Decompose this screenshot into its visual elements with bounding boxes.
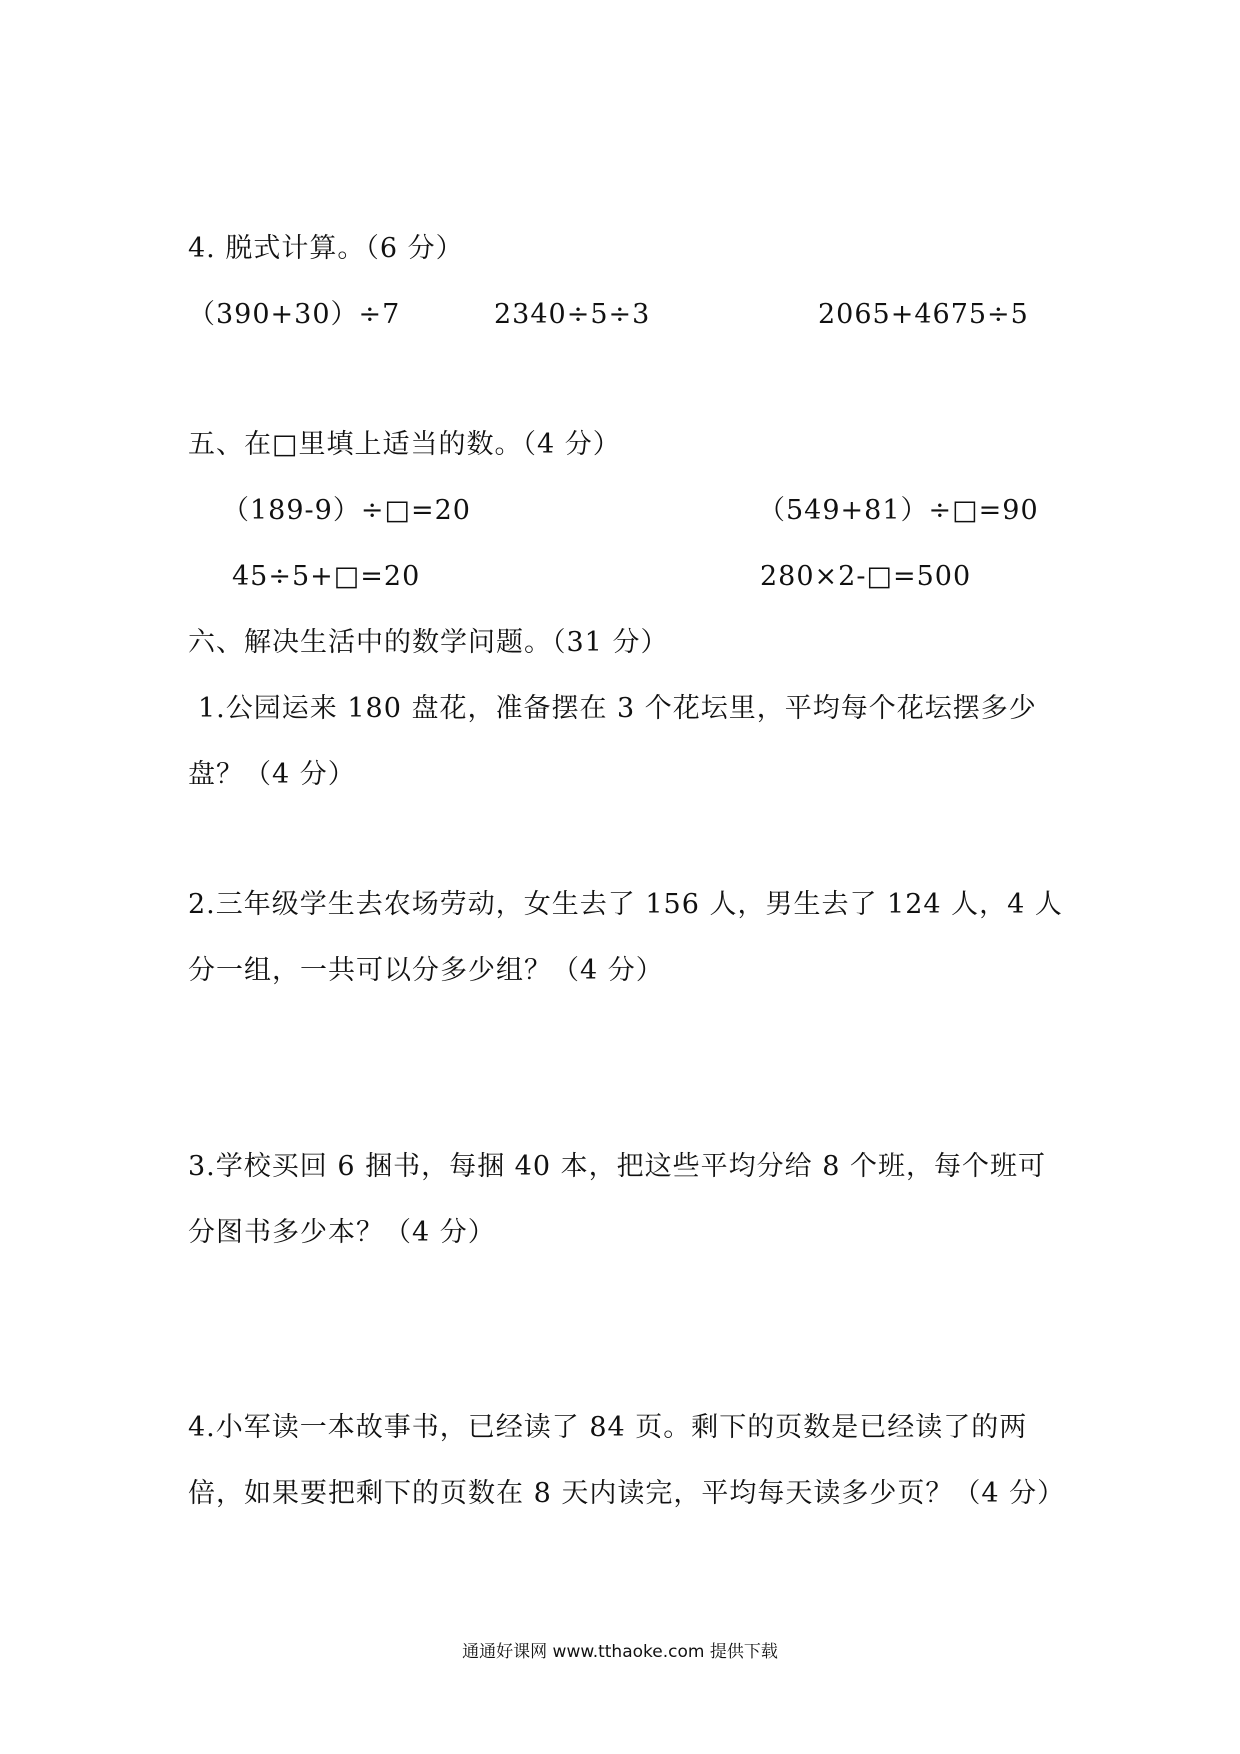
problem-4-line-1: 4.小军读一本故事书，已经读了 84 页。剩下的页数是已经读了的两: [188, 1412, 1028, 1443]
problem-1-line-1: 1.公园运来 180 盘花，准备摆在 3 个花坛里，平均每个花坛摆多少: [198, 693, 1037, 724]
problem-1-line-2: 盘？（4 分）: [188, 759, 356, 790]
calc-expression-2: 2340÷5÷3: [494, 299, 651, 330]
fill-equation-3: 45÷5+□=20: [232, 561, 421, 592]
calc-expression-1: （390+30）÷7: [188, 299, 401, 330]
problem-2-line-2: 分一组，一共可以分多少组？（4 分）: [188, 955, 664, 986]
problem-3-line-1: 3.学校买回 6 捆书，每捆 40 本，把这些平均分给 8 个班，每个班可: [188, 1151, 1046, 1182]
problem-3-line-2: 分图书多少本？（4 分）: [188, 1217, 496, 1248]
page-footer: 通通好课网 www.tthaoke.com 提供下载: [462, 1642, 778, 1662]
fill-equation-4: 280×2-□=500: [760, 561, 972, 592]
section-4-title: 4. 脱式计算。（6 分）: [188, 233, 464, 264]
calc-expression-3: 2065+4675÷5: [818, 299, 1029, 330]
fill-equation-1: （189-9）÷□=20: [222, 495, 471, 526]
problem-2-line-1: 2.三年级学生去农场劳动，女生去了 156 人，男生去了 124 人，4 人: [188, 889, 1063, 920]
problem-4-line-2: 倍，如果要把剩下的页数在 8 天内读完，平均每天读多少页？（4 分）: [188, 1478, 1066, 1509]
section-6-title: 六、解决生活中的数学问题。（31 分）: [188, 627, 669, 658]
fill-equation-2: （549+81）÷□=90: [758, 495, 1039, 526]
section-5-title: 五、在□里填上适当的数。（4 分）: [188, 429, 621, 460]
